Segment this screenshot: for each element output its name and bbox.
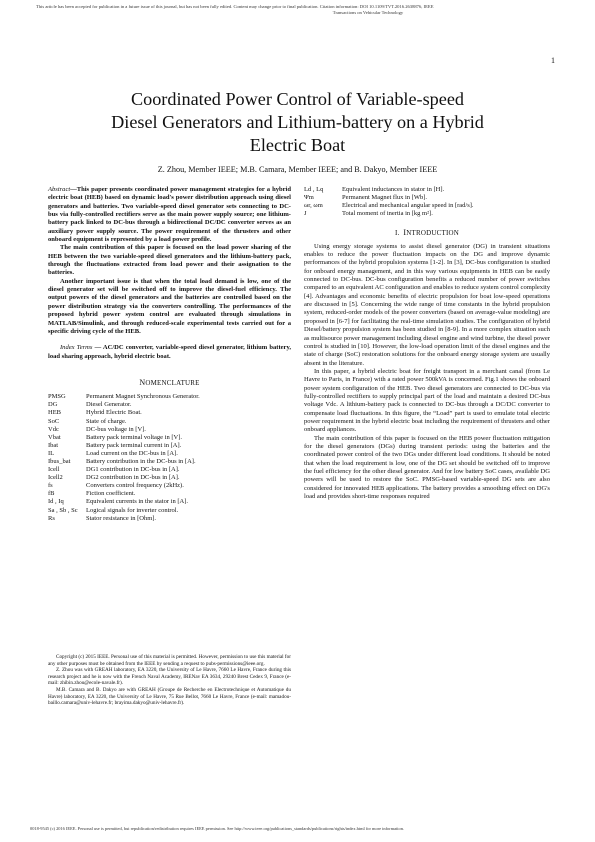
index-terms-text: — AC/DC converter, variable-speed diesel generator, lithium battery, load sharing approach, hybrid electric boat. [48,344,291,360]
nomenclature-row [48,458,200,466]
nomenclature-description: Diesel Generator. [86,401,132,409]
nomenclature-row [48,466,200,474]
abstract [48,186,291,336]
nomenclature-symbol: SoC [48,417,60,425]
nomenclature-row [304,210,474,218]
nomenclature-description: Electrical and mechanical angular speed in [rad/s]. [342,202,474,210]
nomenclature-description: Battery pack terminal current in [A]. [86,441,182,449]
nomenclature-symbol: Id , Iq [48,498,64,506]
footnote-copyright: Copyright (c) 2015 IEEE. Personal use of this material is permitted. However, permission to use this material for any other purposes must be obtained from the IEEE by sending a request to pubs-permissions@ieee.org. [48,654,291,667]
footnote-author-2: M.B. Camara and B. Dakyo are with GREAH (Groupe de Recherche en Electrotechnique et Automatique du Havre) laboratory, EA 3220, the University of Le Havre, 75 Rue Bellot, 7660 Le Havre, France (e-mail: mamadou-baillo.camara@univ-lehavre.fr; brayima.dakyo@univ-lehavre.fr). [48,686,291,707]
nomenclature-symbol: Ibus_bat [48,457,71,465]
nomenclature-symbol: Ibat [48,441,59,449]
nomenclature-row [48,507,200,515]
nomenclature-description: Hybrid Electric Boat. [86,409,142,417]
title-line-3: Electric Boat [249,135,346,155]
nomenclature-row [48,393,200,401]
author-line: Z. Zhou, Member IEEE; M.B. Camara, Member IEEE; and B. Dakyo, Member IEEE [157,165,438,174]
nomenclature-description: Converters control frequency (2kHz). [86,482,184,490]
nomenclature-description: Fiction coefficient. [86,490,136,498]
nomenclature-description: State of charge. [86,417,127,425]
left-column [48,186,291,523]
index-terms-label: Index Terms [60,344,93,352]
nomenclature-row [48,515,200,523]
introduction-heading: I. INTRODUCTION [394,228,460,238]
nomenclature-row [48,409,200,417]
abstract-p1: —This paper presents coordinated power management strategies for a hybrid electric boat (HEB) based on dynamic load's power distribution approach using diesel generators and batteries. Two variable-speed diesel generator sets connecting to DC-bus via fully-controlled rectifiers serve as the main power supply source; one lithium-battery pack linked to DC-bus through a bidirectional DC/DC converter serves as an auxiliary power supply source. The power requirement of the thrusters and other onboard equipment is represented by a load power profile. [48,186,291,244]
footnote-author-1: Z. Zhou was with GREAH laboratory, EA 3220, the University of Le Havre, 7660 Le Havre, France during this research project and he is now with the French Naval Academy, IRENav EA 3634, 29240 Brest Cedex 9, France (e-mail: zhibin.zhou@ecole-navale.fr). [48,667,291,687]
nomenclature-table [48,393,200,523]
nomenclature-description: Battery pack terminal voltage in [V]. [86,433,183,441]
nomenclature-description: Permanent Magnet Synchronous Generator. [86,393,200,401]
nomenclature-row [304,186,474,194]
abstract-label: Abstract [48,186,71,193]
header-line-1: This article has been accepted for publication in a future issue of this journal, but has not been fully edited. Content may change prior to final publication. Citation information: DOI 10.1109/TVT.2016.2638876, IEEE [36,4,434,9]
nomenclature-symbol: fs [48,482,53,490]
nomenclature-symbol: Ld , Lq [304,186,324,193]
nomenclature-row [48,434,200,442]
nomenclature-row [304,194,474,202]
nomenclature-row [48,474,200,482]
nomenclature-row [48,442,200,450]
nomenclature-symbol: Vbat [48,433,61,441]
nomenclature-symbol: IL [48,449,55,457]
nomenclature-description: Equivalent inductances in stator in [H]. [342,186,445,193]
nomenclature-description: Total moment of inertia in [kg m²]. [342,210,433,218]
nomenclature-row [48,418,200,426]
running-header [36,4,560,16]
nomenclature-symbol: DG [48,401,58,409]
right-column [304,186,550,501]
intro-p1: Using energy storage systems to assist diesel generator (DG) in transient situations enables to reduce the power fluctuation impacts on the DG and improve dynamic performances of the hybrid propulsion systems [1-2]. In [3], DC-bus configuration is studied for onboard energy management, and in this way various equipments in HEB can be easily connected to DC-bus. DC-bus configuration benefits a reduced number of power switches compared to an equivalent AC configuration and enables to reduce system control complexity [4]. Advantages and economic benefits of electric propulsion for boat low-speed operations are discussed in [5]. Concerning the wide range of time constants in the hybrid propulsion system, reduced-order models of the power converters (based on average-value modeling) are proposed in [6-7] for facilitating the real-time simulation studies. The configuration of hybrid Diesel/battery propulsion system has been studied in [8-9]. In a more complex situation such as multisource power management including diesel engine and wind turbine, the diesel power control is studied in [10]. However, the low-load operation limit of the diesel engines and the state of charge (SoC) restoration solutions for the onboard energy storage system are usually absent in the literature. [304,242,550,367]
title-line-2: Diesel Generators and Lithium-battery on a Hybrid [111,112,484,132]
nomenclature-row [48,482,200,490]
nomenclature-symbol: J [304,210,307,218]
nomenclature-description: DG2 contribution in DC-bus in [A]. [86,474,180,482]
nomenclature-symbol: Sa , Sb , Sc [48,506,78,514]
nomenclature-row [304,202,474,210]
intro-p2: In this paper, a hybrid electric boat for freight transport in a merchant canal (from Le Havre to Paris, in France) with a rated power 500kVA is concerned. Fig.1 shows the onboard power system configuration of the HEB. Two diesel generators are connected to DC-bus via fully-controlled rectifiers to supply principal part of the load and maintain a desired DC-bus voltage Vdc. A lithium-battery pack is connected to DC-bus through a DC/DC converter to compensate load fluctuations. In this figure, the “Load” part is used to emulate total electric power requirement in the hybrid electric boat including the requirement of thrusters and other onboard appliances. [304,367,550,434]
nomenclature-description: Permanent Magnet flux in [Wb]. [342,194,428,202]
nomenclature-description: Equivalent currents in the stator in [A]. [86,498,188,506]
nomenclature-symbol: ωr, ωm [304,202,323,210]
nomenclature-heading: NOMENCLATURE [139,377,200,387]
nomenclature-symbol: Ψm [304,194,314,202]
nomenclature-row [48,401,200,409]
page-number: 1 [551,56,555,65]
nomenclature-symbol: fB [48,490,55,498]
nomenclature-row [48,426,200,434]
title-line-1: Coordinated Power Control of Variable-speed [130,89,465,109]
index-terms [48,344,291,361]
nomenclature-description: Stator resistance in [Ohm]. [86,514,157,522]
copyright-footer: 0018-9545 (c) 2016 IEEE. Personal use is permitted, but republication/redistribution requires IEEE permission. See http://www.ieee.org/publications_standards/publications/rights/index.html for more information. [30,826,404,831]
footnote [48,654,291,707]
nomenclature-table-continued [304,186,474,218]
nomenclature-symbol: PMSG [48,393,66,401]
introduction-body [304,243,550,502]
nomenclature-description: DC-bus voltage in [V]. [86,425,146,433]
nomenclature-symbol: Rs [48,514,55,522]
nomenclature-row [48,490,200,498]
nomenclature-description: Battery contribution in the DC-bus in [A]. [86,457,196,465]
nomenclature-symbol: Vdc [48,425,59,433]
abstract-p3: Another important issue is that when the total load demand is low, one of the diesel generator set will be switched off to improve the diesel-fuel efficiency. The output powers of the diesel generators and the batteries are controlled based on the power distribution strategy via the converters controlling. The performances of the proposed hybrid power system control are evaluated through simulations in MATLAB/Simulink, and through reduced-scale experimental tests carried out for a specific driving cycle of the HEB. [48,277,291,335]
nomenclature-description: DG1 contribution in DC-bus in [A]. [86,466,180,474]
nomenclature-row [48,450,200,458]
nomenclature-row [48,498,200,506]
nomenclature-description: Logical signals for inverter control. [86,506,179,514]
nomenclature-description: Load current on the DC-bus in [A]. [86,449,178,457]
intro-p3: The main contribution of this paper is focused on the HEB power fluctuation mitigation for the diesel generators (DGs) during transient periods: using the batteries and the coordinated power control of the two DGs under different load conditions. It should be noted that when the load requirement is low, one of the DG set should be switched off to improve the fuel efficiency for the other diesel generator. And for low battery SoC cases, available DG powers will be used to restore the SoC. PMSG-based variable-speed DG sets are also considered for innovated HEB applications. The battery provides a smoothing effect on DG's load and provides short-time responses required [304,434,550,501]
nomenclature-symbol: Icell [48,466,60,474]
paper-title [40,88,555,157]
header-line-2: Transactions on Vehicular Technology [332,10,404,15]
nomenclature-symbol: Icell2 [48,474,63,482]
nomenclature-symbol: HEB [48,409,61,417]
abstract-p2: The main contribution of this paper is focused on the load power sharing of the HEB between the two variable-speed diesel generators and the lithium-battery pack, through the fluctuations extracted from load power and their assignation to the batteries. [48,244,291,277]
